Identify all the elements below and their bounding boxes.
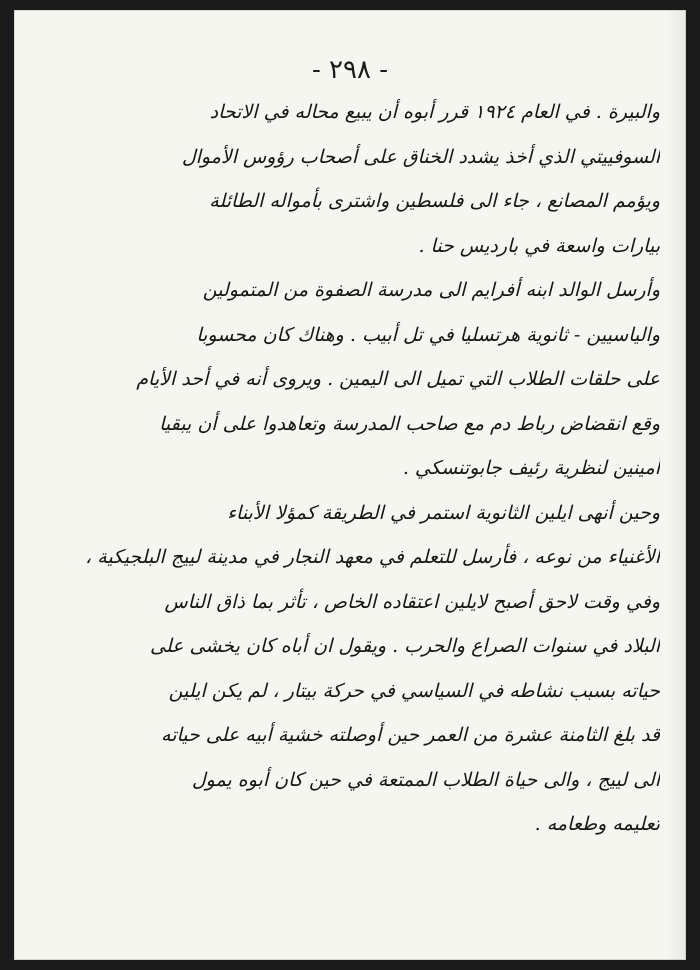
text-line: الى لييج ، والى حياة الطلاب الممتعة في حين كان أبوه يمول	[191, 768, 660, 791]
text-line: السوفييتي الذي أخذ يشدد الخناق على أصحاب رؤوس الأموال	[181, 145, 660, 168]
text-line: وحين أنهى ايلين الثانوية استمر في الطريقة كمؤلا الأبناء	[227, 501, 660, 524]
text-line: حياته بسبب نشاطه في السياسي في حركة بيتار ، لم يكن ايلين	[168, 679, 660, 702]
page-edge-shadow	[666, 10, 686, 960]
handwritten-body-text	[60, 90, 660, 847]
text-line: وقع انقضاض رباط دم مع صاحب المدرسة وتعاهدوا على أن يبقيا	[159, 412, 660, 435]
text-line: بيارات واسعة في بارديس حنا .	[418, 234, 660, 257]
text-line: ويؤمم المصانع ، جاء الى فلسطين واشترى بأمواله الطائلة	[209, 190, 660, 212]
text-line: والبيرة . في العام ١٩٢٤ قرر أبوه أن يبيع محاله في الاتحاد	[209, 101, 660, 123]
text-line: تعليمه وطعامه .	[534, 813, 660, 835]
page-number: - ٢٩٨ -	[311, 55, 389, 85]
document-page	[14, 10, 686, 960]
text-line: الأغنياء من نوعه ، فأرسل للتعلم في معهد النجار في مدينة لييج البلجيكية ،	[85, 546, 660, 568]
text-line: والياسيين - ثانوية هرتسليا في تل أبيب . وهناك كان محسوبا	[196, 323, 660, 346]
text-line: قد بلغ الثامنة عشرة من العمر حين أوصلته خشية أبيه على حياته	[161, 724, 660, 746]
text-line: أمينين لنظرية رئيف جابوتنسكي .	[402, 457, 660, 479]
text-line: وفي وقت لاحق أصبح لايلين اعتقاده الخاص ، تأثر بما ذاق الناس	[164, 590, 660, 613]
text-line: على حلقات الطلاب التي تميل الى اليمين . ويروى أنه في أحد الأيام	[136, 368, 660, 390]
text-line: وأرسل الوالد ابنه أفرايم الى مدرسة الصفوة من المتمولين	[202, 279, 660, 301]
text-line: البلاد في سنوات الصراع والحرب . ويقول ان أباه كان يخشى على	[150, 635, 660, 657]
